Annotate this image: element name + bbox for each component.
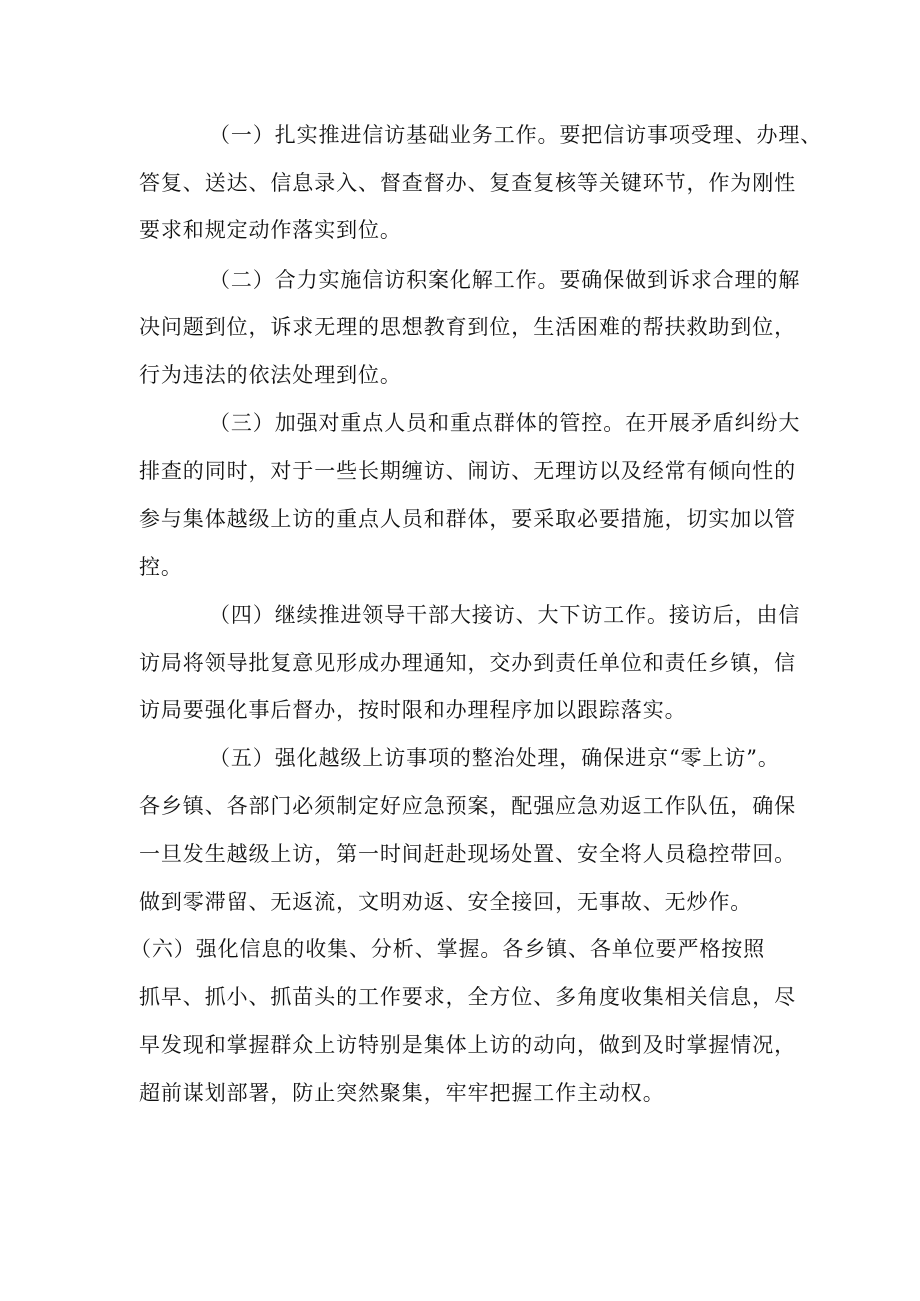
- para5-line4: 做到零滞留、无返流，文明劝返、安全接回，无事故、无炒作。: [139, 890, 753, 914]
- para5-line1: （五）强化越级上访事项的整治处理，确保进京“零上访”。: [209, 746, 780, 770]
- para1-line1: （一）扎实推进信访基础业务工作。要把信访事项受理、办理、: [209, 123, 823, 147]
- para3-line1: （三）加强对重点人员和重点群体的管控。在开展矛盾纠纷大: [209, 411, 801, 435]
- para6-line1: （六）强化信息的收集、分析、掌握。各乡镇、各单位要严格按照: [130, 937, 766, 961]
- para2-line1: （二）合力实施信访积案化解工作。要确保做到诉求合理的解: [209, 268, 801, 292]
- para3-line4: 控。: [139, 555, 183, 579]
- para6-line3: 早发现和掌握群众上访特别是集体上访的动向，做到及时掌握情况，: [139, 1033, 796, 1057]
- para5-line3: 一旦发生越级上访，第一时间赶赴现场处置、安全将人员稳控带回。: [139, 842, 796, 866]
- para6-line2: 抓早、抓小、抓苗头的工作要求，全方位、多角度收集相关信息，尽: [139, 985, 796, 1009]
- para4-line1: （四）继续推进领导干部大接访、大下访工作。接访后，由信: [209, 603, 801, 627]
- para2-line3: 行为违法的依法处理到位。: [139, 363, 402, 387]
- para4-line3: 访局要强化事后督办，按时限和办理程序加以跟踪落实。: [139, 698, 687, 722]
- para2-line2: 决问题到位，诉求无理的思想教育到位，生活困难的帮扶救助到位，: [139, 315, 796, 339]
- para1-line3: 要求和规定动作落实到位。: [139, 218, 402, 242]
- para4-line2: 访局将领导批复意见形成办理通知，交办到责任单位和责任乡镇，信: [139, 651, 796, 675]
- para3-line2: 排查的同时，对于一些长期缠访、闹访、无理访以及经常有倾向性的: [139, 459, 796, 483]
- para1-line2: 答复、送达、信息录入、督查督办、复查复核等关键环节，作为刚性: [139, 171, 796, 195]
- para3-line3: 参与集体越级上访的重点人员和群体，要采取必要措施，切实加以管: [139, 507, 796, 531]
- para6-line4: 超前谋划部署，防止突然聚集，牢牢把握工作主动权。: [139, 1081, 665, 1105]
- para5-line2: 各乡镇、各部门必须制定好应急预案，配强应急劝返工作队伍，确保: [139, 794, 796, 818]
